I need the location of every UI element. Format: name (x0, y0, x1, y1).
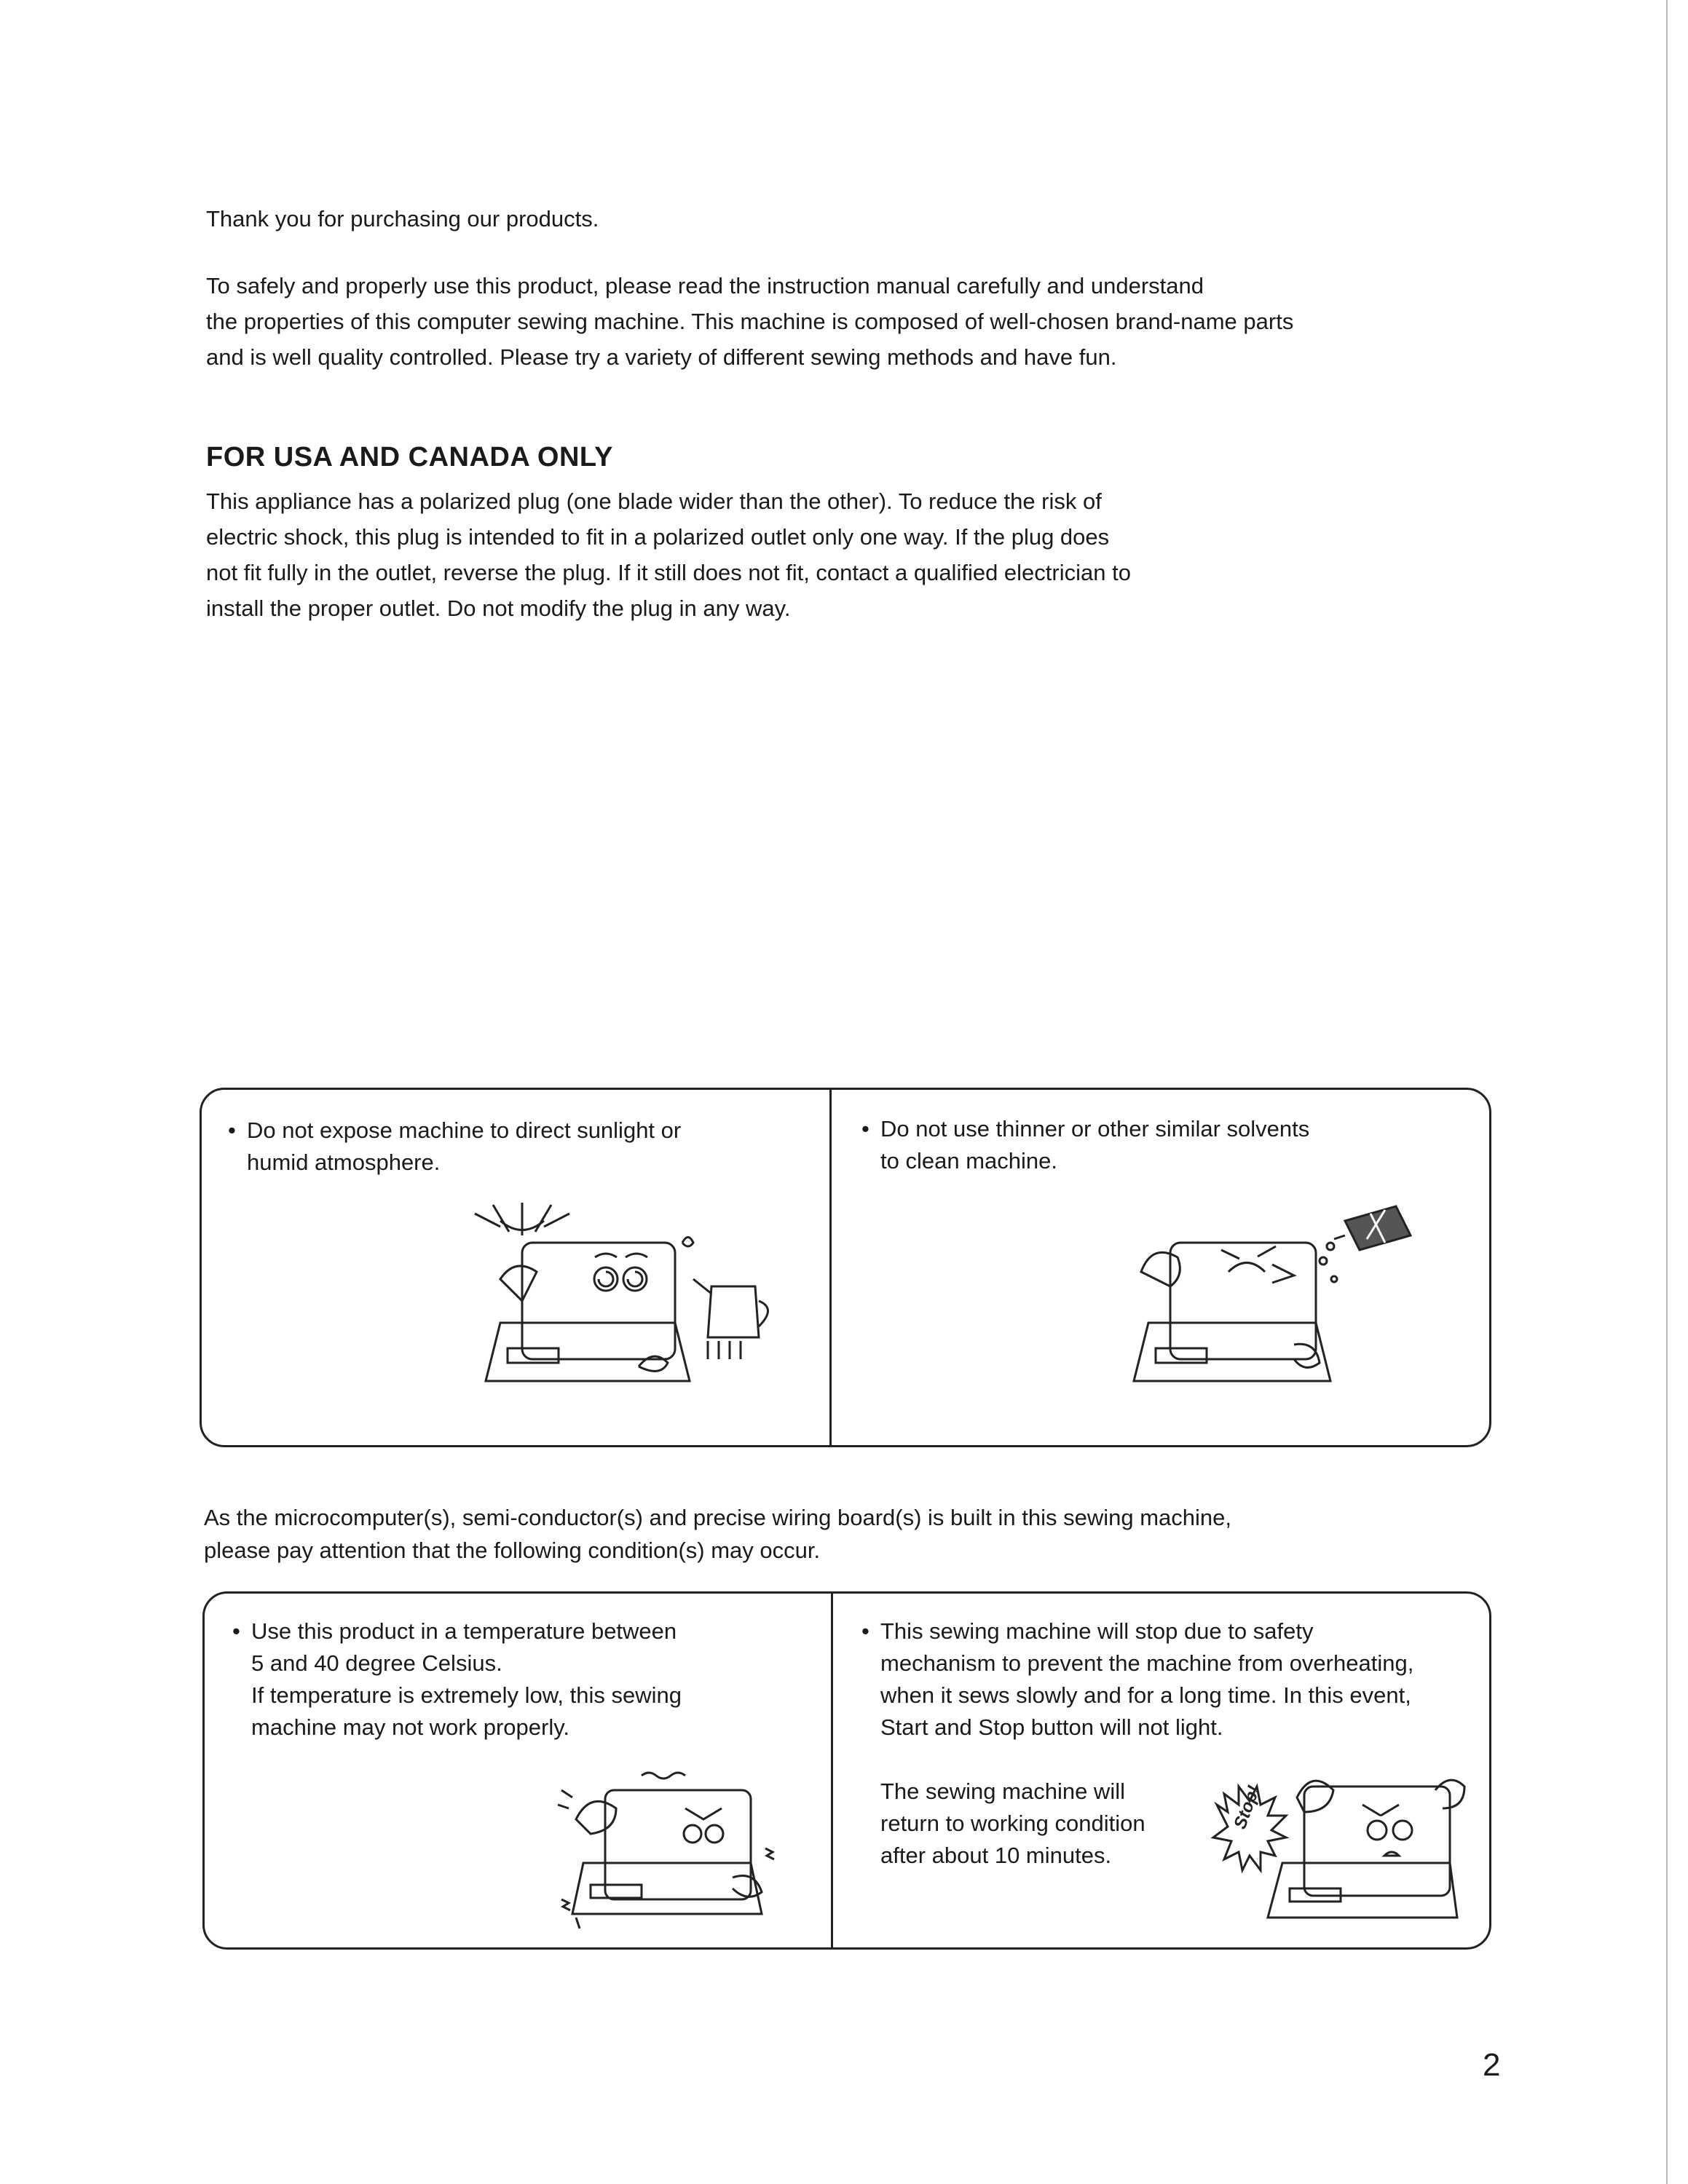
note-line: after about 10 minutes. (880, 1843, 1112, 1868)
caution-line: If temperature is extremely low, this sewing (251, 1682, 682, 1708)
stop-machine-illustration (1202, 1761, 1479, 1936)
usa-line: not fit fully in the outlet, reverse the plug. If it still does not fit, contact a qualified electrician to (206, 560, 1131, 585)
intro-line: To safely and properly use this product, please read the instruction manual carefully and understand (206, 273, 1204, 298)
sunlight-humid-illustration (471, 1199, 777, 1417)
caution-line: machine may not work properly. (251, 1714, 570, 1740)
caution-line: mechanism to prevent the machine from overheating, (880, 1650, 1414, 1676)
caution-line: to clean machine. (880, 1148, 1057, 1174)
stop-sign-text: Stop! (1230, 1783, 1264, 1832)
caution-line: This sewing machine will stop due to safety (880, 1618, 1314, 1644)
note-line: The sewing machine will (880, 1779, 1125, 1804)
cold-machine-illustration (554, 1768, 802, 1936)
usa-canada-paragraph (206, 483, 1131, 626)
overheat-recovery-note (880, 1776, 1145, 1872)
intro-line: and is well quality controlled. Please try a variety of different sewing methods and have fun. (206, 344, 1117, 370)
bullet-dot: • (861, 1618, 869, 1644)
caution-box-storage (200, 1088, 1491, 1447)
notice-line: please pay attention that the following condition(s) may occur. (204, 1538, 821, 1563)
usa-canada-heading: FOR USA AND CANADA ONLY (206, 442, 613, 472)
bullet-dot: • (861, 1116, 869, 1142)
notice-line: As the microcomputer(s), semi-conductor(s) and precise wiring board(s) is built in this sewing machine, (204, 1505, 1232, 1530)
solvent-bottle-icon (1320, 1206, 1411, 1282)
stop-sign-icon (1213, 1783, 1286, 1870)
caution-overheating (861, 1615, 1414, 1744)
caution-line: humid atmosphere. (247, 1150, 441, 1175)
caution-line: Do not use thinner or other similar solvents (880, 1116, 1310, 1142)
caution-sunlight (228, 1115, 682, 1179)
usa-line: This appliance has a polarized plug (one blade wider than the other). To reduce the risk of (206, 488, 1102, 514)
microcomputer-notice (204, 1501, 1231, 1567)
kettle-icon (693, 1279, 768, 1359)
intro-paragraph (206, 268, 1293, 375)
caution-temperature (232, 1615, 682, 1744)
caution-line: Do not expose machine to direct sunlight or (247, 1117, 682, 1143)
bullet-dot: • (232, 1618, 240, 1644)
note-line: return to working condition (880, 1811, 1145, 1836)
usa-line: install the proper outlet. Do not modify the plug in any way. (206, 596, 791, 621)
solvent-illustration (1112, 1192, 1425, 1410)
sun-icon (475, 1203, 569, 1235)
intro-line: the properties of this computer sewing machine. This machine is composed of well-chosen brand-name parts (206, 309, 1294, 334)
scan-edge-line (1666, 0, 1668, 2184)
box-divider (831, 1594, 833, 1947)
caution-box-operation (202, 1591, 1491, 1950)
caution-line: Start and Stop button will not light. (880, 1714, 1223, 1740)
caution-line: 5 and 40 degree Celsius. (251, 1650, 502, 1676)
usa-line: electric shock, this plug is intended to fit in a polarized outlet only one way. If the plug does (206, 524, 1110, 550)
box-divider (829, 1090, 832, 1445)
intro-thanks: Thank you for purchasing our products. (206, 206, 599, 232)
page-number: 2 (1483, 2047, 1501, 2083)
caution-line: when it sews slowly and for a long time. In this event, (880, 1682, 1411, 1708)
caution-line: Use this product in a temperature between (251, 1618, 677, 1644)
bullet-dot: • (228, 1117, 236, 1143)
caution-solvents (861, 1113, 1310, 1177)
